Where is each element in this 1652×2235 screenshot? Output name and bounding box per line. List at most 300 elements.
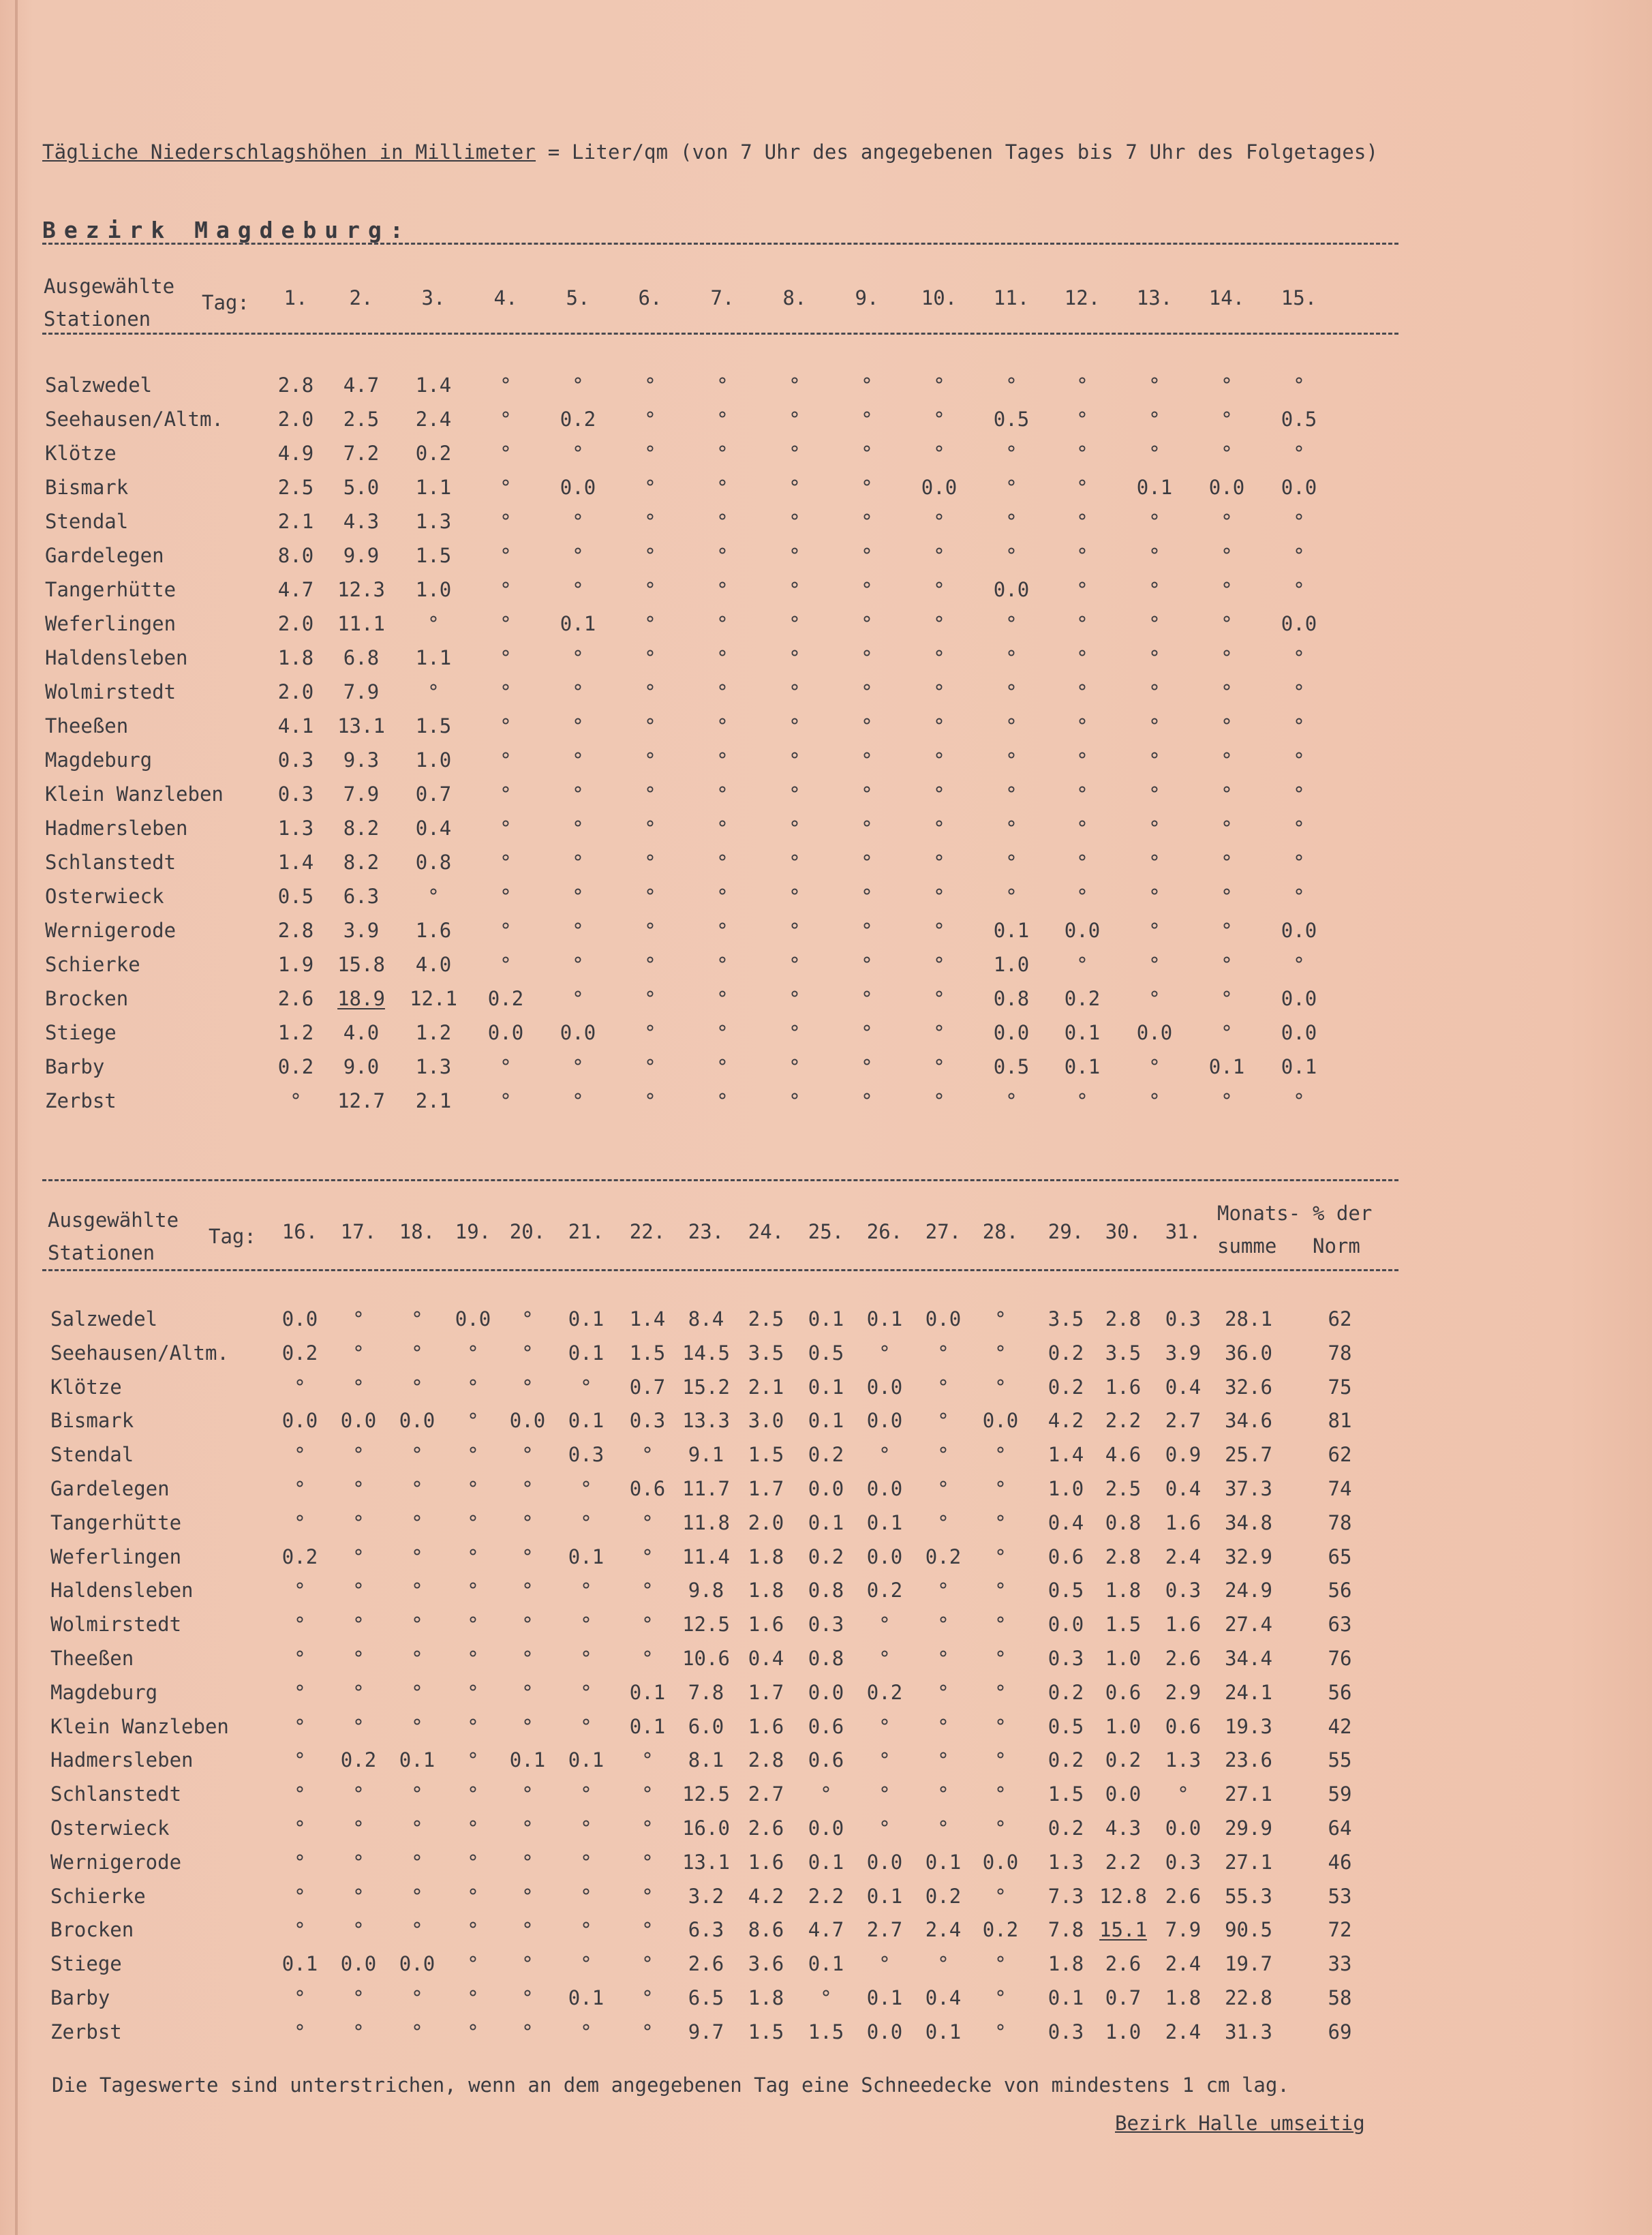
- precip-cell: °: [933, 408, 945, 431]
- precip-cell: °: [861, 442, 873, 465]
- precip-cell: °: [1221, 646, 1233, 669]
- precip-cell: °: [411, 1680, 423, 1704]
- precip-cell: 0.1: [568, 1409, 605, 1433]
- precip-cell: 9.8: [688, 1579, 724, 1602]
- precip-cell: °: [521, 1782, 534, 1806]
- precip-cell: °: [933, 714, 945, 738]
- precip-cell: 2.7: [866, 1918, 903, 1942]
- precip-cell: °: [1076, 612, 1088, 635]
- precip-cell: °: [572, 1055, 584, 1078]
- precip-cell: 0.1: [866, 1307, 903, 1331]
- precip-cell: 7.8: [1047, 1918, 1084, 1942]
- title-underlined: Tägliche Niederschlagshöhen in Millimeter: [42, 140, 536, 164]
- precip-cell: °: [716, 408, 729, 431]
- precip-cell: °: [861, 1089, 873, 1112]
- precip-cell: 0.2: [925, 1545, 962, 1568]
- precip-cell: °: [644, 987, 656, 1010]
- header-station-line1: Ausgewählte: [48, 1208, 179, 1232]
- precip-cell: 4.7: [808, 1918, 844, 1942]
- precip-cell: 0.1: [808, 1307, 844, 1331]
- precip-cell: °: [352, 1375, 365, 1399]
- precip-cell: °: [878, 1782, 891, 1806]
- station-name: Stiege: [50, 1952, 122, 1976]
- precip-cell: °: [789, 782, 801, 806]
- precip-cell: °: [994, 1443, 1007, 1467]
- precip-cell: 8.2: [343, 817, 380, 840]
- precip-cell: °: [1221, 782, 1233, 806]
- precip-cell: °: [580, 1477, 592, 1500]
- precip-cell: °: [352, 1850, 365, 1874]
- precip-cell: °: [644, 714, 656, 738]
- precip-cell: 2.5: [277, 476, 314, 499]
- day-header: 1.: [284, 286, 308, 309]
- precip-cell: 9.9: [343, 544, 380, 567]
- precip-cell: °: [789, 442, 801, 465]
- precip-cell: 2.0: [277, 612, 314, 635]
- precip-cell: 16.0: [682, 1816, 730, 1840]
- precip-cell: °: [641, 1986, 654, 2009]
- precip-cell: °: [1148, 953, 1161, 976]
- precip-cell: 0.4: [1165, 1375, 1202, 1399]
- precip-cell: 1.9: [277, 953, 314, 976]
- precip-cell: °: [933, 510, 945, 533]
- station-name: Osterwieck: [50, 1816, 170, 1840]
- precip-cell: 2.6: [1105, 1952, 1142, 1976]
- day-header: 19.: [455, 1220, 491, 1243]
- precip-cell: 13.1: [682, 1850, 730, 1874]
- precip-cell: °: [861, 714, 873, 738]
- precip-cell: °: [411, 1510, 423, 1534]
- precip-cell: 0.2: [1047, 1748, 1084, 1772]
- station-name: Osterwieck: [45, 885, 164, 908]
- precip-cell: °: [861, 612, 873, 635]
- precip-cell: °: [789, 885, 801, 908]
- station-name: Wernigerode: [50, 1850, 182, 1874]
- precip-cell: °: [994, 1477, 1007, 1500]
- precip-cell: 0.1: [629, 1680, 666, 1704]
- precip-cell: °: [861, 1021, 873, 1044]
- precip-cell: °: [500, 680, 512, 703]
- month-sum-cell: 36.0: [1225, 1341, 1272, 1365]
- precip-cell: 1.5: [1105, 1613, 1142, 1637]
- precip-cell: 7.3: [1047, 1884, 1084, 1908]
- precip-cell: °: [1005, 1089, 1018, 1112]
- precip-cell: 3.0: [748, 1409, 784, 1433]
- precip-cell: °: [1293, 782, 1305, 806]
- precip-cell: 3.2: [688, 1884, 724, 1908]
- precip-cell: 2.4: [1165, 1952, 1202, 1976]
- station-name: Salzwedel: [45, 374, 153, 397]
- precip-cell: °: [641, 1748, 654, 1772]
- precip-cell: 0.1: [281, 1952, 318, 1976]
- precip-cell: °: [572, 374, 584, 397]
- precip-cell: 0.5: [1047, 1579, 1084, 1602]
- precip-cell: °: [1148, 680, 1161, 703]
- precip-cell: 2.6: [277, 987, 314, 1010]
- station-name: Klötze: [45, 442, 117, 465]
- precip-cell: 1.6: [1165, 1510, 1202, 1534]
- precip-cell: °: [644, 1021, 656, 1044]
- precip-cell: °: [467, 1647, 479, 1670]
- precip-cell: °: [572, 578, 584, 601]
- precip-cell: °: [644, 851, 656, 874]
- precip-cell: °: [994, 1579, 1007, 1602]
- station-name: Klein Wanzleben: [45, 782, 224, 806]
- precip-cell: °: [294, 1782, 306, 1806]
- precip-cell: 1.0: [1047, 1477, 1084, 1500]
- precip-cell: 0.8: [1105, 1510, 1142, 1534]
- precip-cell: °: [1076, 714, 1088, 738]
- precip-cell: 0.3: [629, 1409, 666, 1433]
- precip-cell: 0.4: [748, 1647, 784, 1670]
- precip-cell: 0.2: [1064, 987, 1101, 1010]
- pct-norm-cell: 74: [1328, 1477, 1352, 1500]
- precip-cell: °: [994, 1341, 1007, 1365]
- precip-cell: 2.0: [748, 1510, 784, 1534]
- precip-cell: °: [467, 2020, 479, 2043]
- precip-cell: 0.7: [1105, 1986, 1142, 2009]
- precip-cell: °: [1005, 885, 1018, 908]
- precip-cell: 0.0: [982, 1850, 1019, 1874]
- precip-cell: °: [352, 1680, 365, 1704]
- precip-cell: °: [716, 680, 729, 703]
- precip-cell: °: [861, 476, 873, 499]
- station-name: Tangerhütte: [45, 578, 177, 601]
- precip-cell: °: [861, 885, 873, 908]
- precip-cell: °: [933, 919, 945, 942]
- pct-norm-cell: 58: [1328, 1986, 1352, 2009]
- precip-cell: 0.0: [921, 476, 958, 499]
- precip-cell: °: [467, 1816, 479, 1840]
- precip-cell: °: [521, 1986, 534, 2009]
- precip-cell: °: [716, 544, 729, 567]
- day-header: 24.: [748, 1220, 784, 1243]
- precip-cell: °: [716, 476, 729, 499]
- day-header: 25.: [808, 1220, 844, 1243]
- precip-cell: °: [789, 612, 801, 635]
- precip-cell: 2.5: [748, 1307, 784, 1331]
- precip-cell: 1.0: [993, 953, 1030, 976]
- day-header: 27.: [925, 1220, 962, 1243]
- precip-cell: 15.1: [1099, 1918, 1147, 1942]
- day-header: 13.: [1136, 286, 1173, 309]
- precip-cell: °: [572, 919, 584, 942]
- precip-cell: °: [1005, 817, 1018, 840]
- precip-cell: °: [1005, 680, 1018, 703]
- precip-cell: 0.0: [866, 1850, 903, 1874]
- station-name: Wernigerode: [45, 919, 177, 942]
- pct-norm-cell: 65: [1328, 1545, 1352, 1568]
- precip-cell: °: [294, 1647, 306, 1670]
- precip-cell: °: [467, 1952, 479, 1976]
- precip-cell: 0.2: [1047, 1680, 1084, 1704]
- precip-cell: °: [716, 578, 729, 601]
- precip-cell: °: [467, 1714, 479, 1738]
- precip-cell: °: [994, 1816, 1007, 1840]
- precip-cell: 0.1: [808, 1375, 844, 1399]
- precip-cell: 1.0: [1105, 1647, 1142, 1670]
- precip-cell: °: [467, 1375, 479, 1399]
- precip-cell: °: [500, 1089, 512, 1112]
- precip-cell: 10.6: [682, 1647, 730, 1670]
- precip-cell: °: [641, 1952, 654, 1976]
- precip-cell: 2.6: [688, 1952, 724, 1976]
- pct-norm-cell: 42: [1328, 1714, 1352, 1738]
- precip-cell: 7.8: [688, 1680, 724, 1704]
- precip-cell: °: [1148, 510, 1161, 533]
- precip-cell: °: [500, 612, 512, 635]
- precip-cell: 0.2: [281, 1545, 318, 1568]
- precip-cell: °: [994, 1782, 1007, 1806]
- precip-cell: 2.1: [748, 1375, 784, 1399]
- precip-cell: 0.0: [1047, 1613, 1084, 1637]
- precip-cell: 8.2: [343, 851, 380, 874]
- precip-cell: °: [572, 953, 584, 976]
- precip-cell: 0.0: [1208, 476, 1245, 499]
- precip-cell: °: [994, 1952, 1007, 1976]
- precip-cell: °: [1293, 748, 1305, 772]
- day-header: 3.: [421, 286, 446, 309]
- precip-cell: °: [644, 1055, 656, 1078]
- precip-cell: 1.1: [415, 646, 452, 669]
- precip-cell: °: [411, 1884, 423, 1908]
- header-pct-norm: [1313, 1197, 1372, 1262]
- precip-cell: °: [878, 1647, 891, 1670]
- precip-cell: °: [411, 1375, 423, 1399]
- precip-cell: °: [937, 1748, 949, 1772]
- precip-cell: °: [521, 1477, 534, 1500]
- precip-cell: °: [789, 578, 801, 601]
- precip-cell: °: [521, 1918, 534, 1942]
- station-name: Zerbst: [45, 1089, 117, 1112]
- month-sum-cell: 24.9: [1225, 1579, 1272, 1602]
- pct-norm-cell: 78: [1328, 1341, 1352, 1365]
- precip-cell: °: [521, 1680, 534, 1704]
- precip-cell: 0.0: [399, 1409, 435, 1433]
- precip-cell: °: [1293, 374, 1305, 397]
- precip-cell: °: [861, 748, 873, 772]
- precip-cell: °: [789, 953, 801, 976]
- precip-cell: °: [641, 1443, 654, 1467]
- precip-cell: °: [861, 680, 873, 703]
- precip-cell: 1.6: [1105, 1375, 1142, 1399]
- station-name: Haldensleben: [50, 1579, 194, 1602]
- precip-cell: 0.1: [1281, 1055, 1317, 1078]
- precip-cell: 0.0: [993, 578, 1030, 601]
- precip-cell: °: [1221, 1021, 1233, 1044]
- precip-cell: 1.2: [415, 1021, 452, 1044]
- precip-cell: °: [644, 1089, 656, 1112]
- precip-cell: °: [1293, 885, 1305, 908]
- precip-cell: °: [933, 578, 945, 601]
- precip-cell: 0.3: [1165, 1579, 1202, 1602]
- station-name: Schierke: [50, 1884, 146, 1908]
- precip-cell: °: [937, 1579, 949, 1602]
- precip-cell: °: [1148, 374, 1161, 397]
- station-name: Weferlingen: [45, 612, 177, 635]
- station-name: Seehausen/Altm.: [45, 408, 224, 431]
- precip-cell: 0.5: [1281, 408, 1317, 431]
- precip-cell: 0.1: [866, 1884, 903, 1908]
- precip-cell: 0.0: [866, 1545, 903, 1568]
- pct-norm-cell: 78: [1328, 1510, 1352, 1534]
- precip-cell: °: [994, 1647, 1007, 1670]
- precip-cell: 0.0: [866, 1375, 903, 1399]
- precip-cell: 0.0: [982, 1409, 1019, 1433]
- precip-cell: °: [994, 1613, 1007, 1637]
- station-name: Weferlingen: [50, 1545, 182, 1568]
- precip-cell: 15.8: [337, 953, 385, 976]
- precip-cell: °: [1005, 612, 1018, 635]
- precip-cell: 0.0: [808, 1680, 844, 1704]
- precip-cell: 8.4: [688, 1307, 724, 1331]
- precip-cell: °: [789, 748, 801, 772]
- precip-cell: °: [1005, 442, 1018, 465]
- precip-cell: °: [500, 476, 512, 499]
- precip-cell: °: [861, 987, 873, 1010]
- precip-cell: °: [1005, 714, 1018, 738]
- precip-cell: °: [641, 2020, 654, 2043]
- precip-cell: °: [716, 817, 729, 840]
- precip-cell: 1.4: [1047, 1443, 1084, 1467]
- precip-cell: °: [467, 1545, 479, 1568]
- precip-cell: °: [1076, 578, 1088, 601]
- station-name: Barby: [50, 1986, 110, 2009]
- precip-cell: °: [1005, 748, 1018, 772]
- precip-cell: °: [411, 1443, 423, 1467]
- precip-cell: 8.6: [748, 1918, 784, 1942]
- precip-cell: °: [937, 1816, 949, 1840]
- precip-cell: °: [467, 1443, 479, 1467]
- divider: [42, 243, 1398, 245]
- divider: [42, 1179, 1398, 1181]
- month-sum-cell: 29.9: [1225, 1816, 1272, 1840]
- precip-cell: 6.8: [343, 646, 380, 669]
- precip-cell: °: [580, 1952, 592, 1976]
- precip-cell: 3.6: [748, 1952, 784, 1976]
- precip-cell: °: [1293, 578, 1305, 601]
- precip-cell: °: [580, 1714, 592, 1738]
- precip-cell: °: [1293, 953, 1305, 976]
- precip-cell: 0.1: [1136, 476, 1173, 499]
- precip-cell: 6.3: [343, 885, 380, 908]
- precip-cell: 3.5: [748, 1341, 784, 1365]
- precip-cell: °: [1005, 510, 1018, 533]
- precip-cell: 0.0: [925, 1307, 962, 1331]
- precip-cell: 0.0: [1064, 919, 1101, 942]
- precip-cell: °: [937, 1375, 949, 1399]
- precip-cell: °: [937, 1477, 949, 1500]
- header-station-line1: Ausgewählte: [44, 275, 175, 298]
- precip-cell: °: [994, 1714, 1007, 1738]
- precip-cell: °: [644, 442, 656, 465]
- precip-cell: °: [580, 2020, 592, 2043]
- header-station-label: [44, 270, 174, 335]
- precip-cell: °: [427, 680, 440, 703]
- station-name: Wolmirstedt: [50, 1613, 182, 1637]
- station-name: Brocken: [45, 987, 129, 1010]
- precip-cell: °: [878, 1443, 891, 1467]
- precip-cell: 0.0: [1281, 476, 1317, 499]
- precip-cell: 6.3: [688, 1918, 724, 1942]
- precip-cell: °: [1076, 476, 1088, 499]
- precip-cell: °: [789, 646, 801, 669]
- precip-cell: °: [352, 1613, 365, 1637]
- precip-cell: °: [411, 1613, 423, 1637]
- precip-cell: 1.8: [748, 1545, 784, 1568]
- precip-cell: 0.1: [925, 1850, 962, 1874]
- station-name: Gardelegen: [50, 1477, 170, 1500]
- day-header: 22.: [629, 1220, 666, 1243]
- month-sum-cell: 34.4: [1225, 1647, 1272, 1670]
- precip-cell: °: [1293, 442, 1305, 465]
- precip-cell: °: [994, 2020, 1007, 2043]
- see-other-side-note: Bezirk Halle umseitig: [1115, 2112, 1365, 2135]
- precip-cell: °: [1148, 782, 1161, 806]
- precip-cell: °: [1148, 578, 1161, 601]
- precip-cell: 2.4: [415, 408, 452, 431]
- precip-cell: °: [1293, 646, 1305, 669]
- precip-cell: 4.0: [415, 953, 452, 976]
- precip-cell: 1.3: [1165, 1748, 1202, 1772]
- precip-cell: °: [1221, 748, 1233, 772]
- precip-cell: °: [500, 510, 512, 533]
- month-sum-cell: 34.6: [1225, 1409, 1272, 1433]
- precip-cell: 0.1: [993, 919, 1030, 942]
- precip-cell: °: [644, 782, 656, 806]
- precip-cell: °: [861, 919, 873, 942]
- header-month-sum-line1: Monats-: [1217, 1202, 1301, 1225]
- precip-cell: 2.9: [1165, 1680, 1202, 1704]
- precip-cell: °: [789, 919, 801, 942]
- precip-cell: °: [294, 1748, 306, 1772]
- precip-cell: 0.2: [808, 1545, 844, 1568]
- pct-norm-cell: 46: [1328, 1850, 1352, 1874]
- precip-cell: 0.0: [866, 1409, 903, 1433]
- precip-cell: 0.9: [1165, 1443, 1202, 1467]
- precip-cell: °: [352, 1443, 365, 1467]
- precip-cell: °: [352, 1647, 365, 1670]
- precip-cell: °: [878, 1714, 891, 1738]
- precip-cell: 0.0: [281, 1307, 318, 1331]
- station-name: Hadmersleben: [45, 817, 188, 840]
- precip-cell: 0.0: [1165, 1816, 1202, 1840]
- precip-cell: 6.5: [688, 1986, 724, 2009]
- precip-cell: 0.1: [568, 1341, 605, 1365]
- precip-cell: 1.4: [277, 851, 314, 874]
- precip-cell: 1.0: [1105, 2020, 1142, 2043]
- precip-cell: °: [994, 1884, 1007, 1908]
- precip-cell: °: [1148, 544, 1161, 567]
- precip-cell: °: [861, 1055, 873, 1078]
- precip-cell: °: [994, 1545, 1007, 1568]
- precip-cell: °: [580, 1375, 592, 1399]
- pct-norm-cell: 55: [1328, 1748, 1352, 1772]
- precip-cell: 4.3: [343, 510, 380, 533]
- precip-cell: 0.2: [982, 1918, 1019, 1942]
- precip-cell: °: [716, 1021, 729, 1044]
- precip-cell: °: [644, 476, 656, 499]
- precip-cell: °: [789, 1089, 801, 1112]
- precip-cell: °: [994, 1375, 1007, 1399]
- precip-cell: °: [411, 1986, 423, 2009]
- precip-cell: °: [411, 1714, 423, 1738]
- month-sum-cell: 31.3: [1225, 2020, 1272, 2043]
- precip-cell: °: [861, 510, 873, 533]
- precip-cell: °: [500, 408, 512, 431]
- precip-cell: 4.6: [1105, 1443, 1142, 1467]
- precip-cell: 9.1: [688, 1443, 724, 1467]
